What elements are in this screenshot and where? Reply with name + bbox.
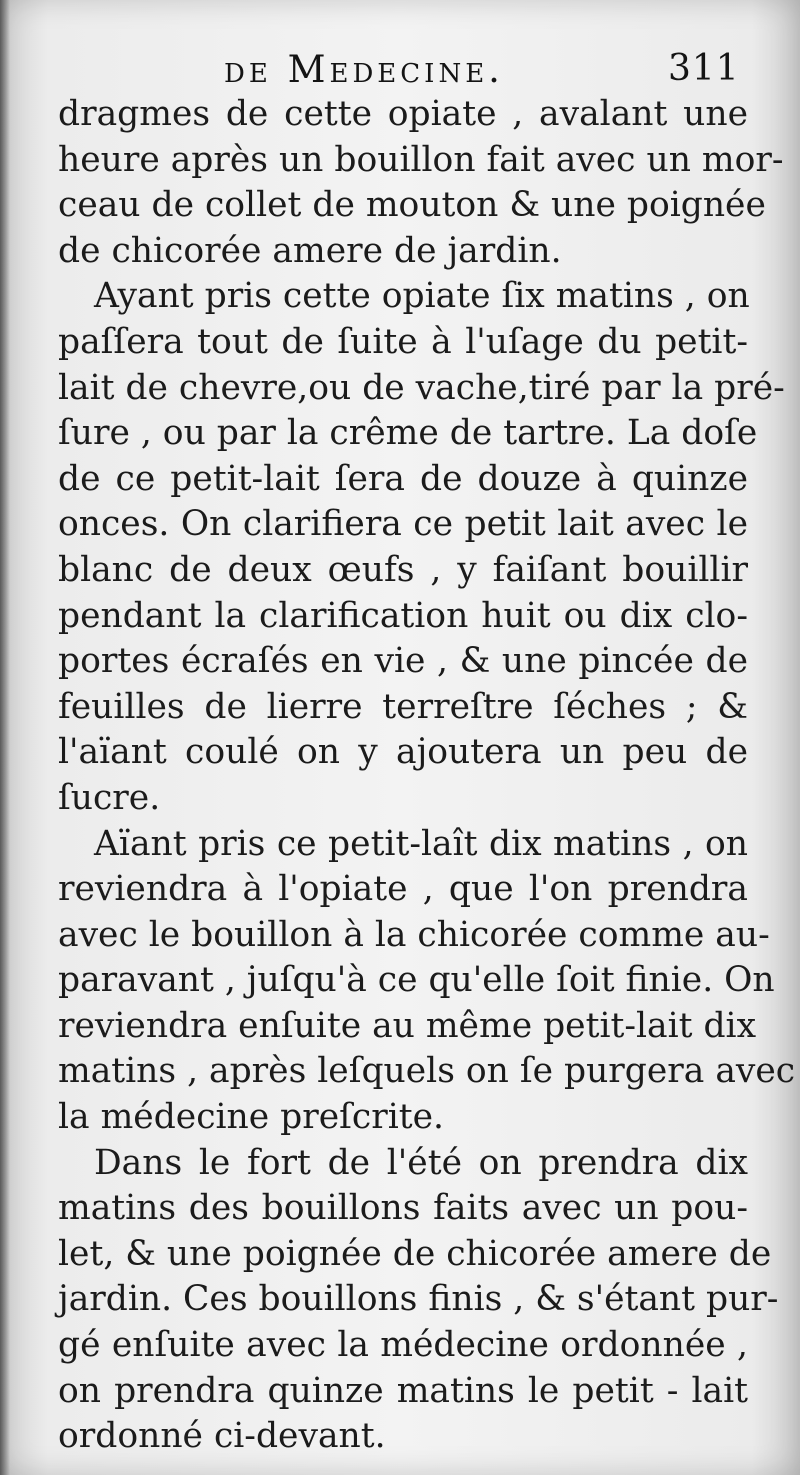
running-title: de Medecine. — [224, 48, 504, 91]
text-line: pendant la clarification huit ou dix clo- — [58, 595, 748, 636]
paragraph-2 — [58, 274, 785, 821]
text-line: de ce petit-lait ſera de douze à quinze — [58, 458, 748, 499]
text-line: avec le bouillon à la chicorée comme au- — [58, 914, 770, 955]
paragraph-1 — [58, 92, 784, 274]
text-line: onces. On clarifiera ce petit lait avec le — [58, 504, 748, 545]
body-text — [58, 92, 796, 1460]
text-line: ceau de collet de mouton & une poignée — [58, 185, 766, 226]
text-line: jardin. Ces bouillons finis , & s'étant pur- — [58, 1279, 779, 1320]
paragraph-3 — [58, 822, 796, 1141]
text-line: matins des bouillons faits avec un pou- — [58, 1188, 748, 1229]
text-line: blanc de deux œufs , y faiſant bouillir — [58, 549, 748, 590]
text-line: dragmes de cette opiate , avalant une — [58, 94, 748, 134]
text-line: Dans le fort de l'été on prendra dix — [94, 1142, 748, 1183]
text-line: ſure , ou par la crême de tartre. La doſe — [58, 413, 758, 454]
running-head — [0, 42, 800, 92]
text-line: heure après un bouillon fait avec un mor- — [58, 139, 784, 180]
text-line: matins , après leſquels on ſe purgera avec — [58, 1051, 796, 1092]
text-line: reviendra enſuite au même petit-lait dix — [58, 1005, 757, 1046]
text-line: la médecine preſcrite. — [58, 1097, 445, 1138]
text-line: ſucre. — [58, 777, 161, 818]
text-line: l'aïant coulé on y ajoutera un peu de — [58, 732, 748, 773]
text-line: lait de chevre,ou de vache,tiré par la pré- — [58, 367, 785, 408]
text-line: reviendra à l'opiate , que l'on prendra — [58, 869, 748, 910]
text-line: paſſera tout de ſuite à l'uſage du petit- — [58, 321, 748, 362]
text-line: on prendra quinze matins le petit - lait — [58, 1370, 748, 1411]
text-line: paravant , juſqu'à ce qu'elle ſoit finie. On — [58, 960, 775, 1001]
text-line: Aïant pris ce petit-laît dix matins , on — [94, 823, 748, 864]
text-line: portes écraſés en vie , & une pincée de — [58, 641, 748, 682]
paragraph-4 — [58, 1141, 779, 1460]
text-line: gé enſuite avec la médecine ordonnée , — [58, 1325, 748, 1366]
text-line: ordonné ci-devant. — [58, 1416, 386, 1457]
text-line: feuilles de lierre terreſtre ſéches ; & — [58, 686, 748, 727]
text-line: de chicorée amere de jardin. — [58, 230, 562, 271]
text-line: Ayant pris cette opiate ſix matins , on — [94, 276, 750, 317]
page-number: 311 — [668, 48, 740, 89]
text-line: let, & une poignée de chicorée amere de — [58, 1233, 772, 1274]
